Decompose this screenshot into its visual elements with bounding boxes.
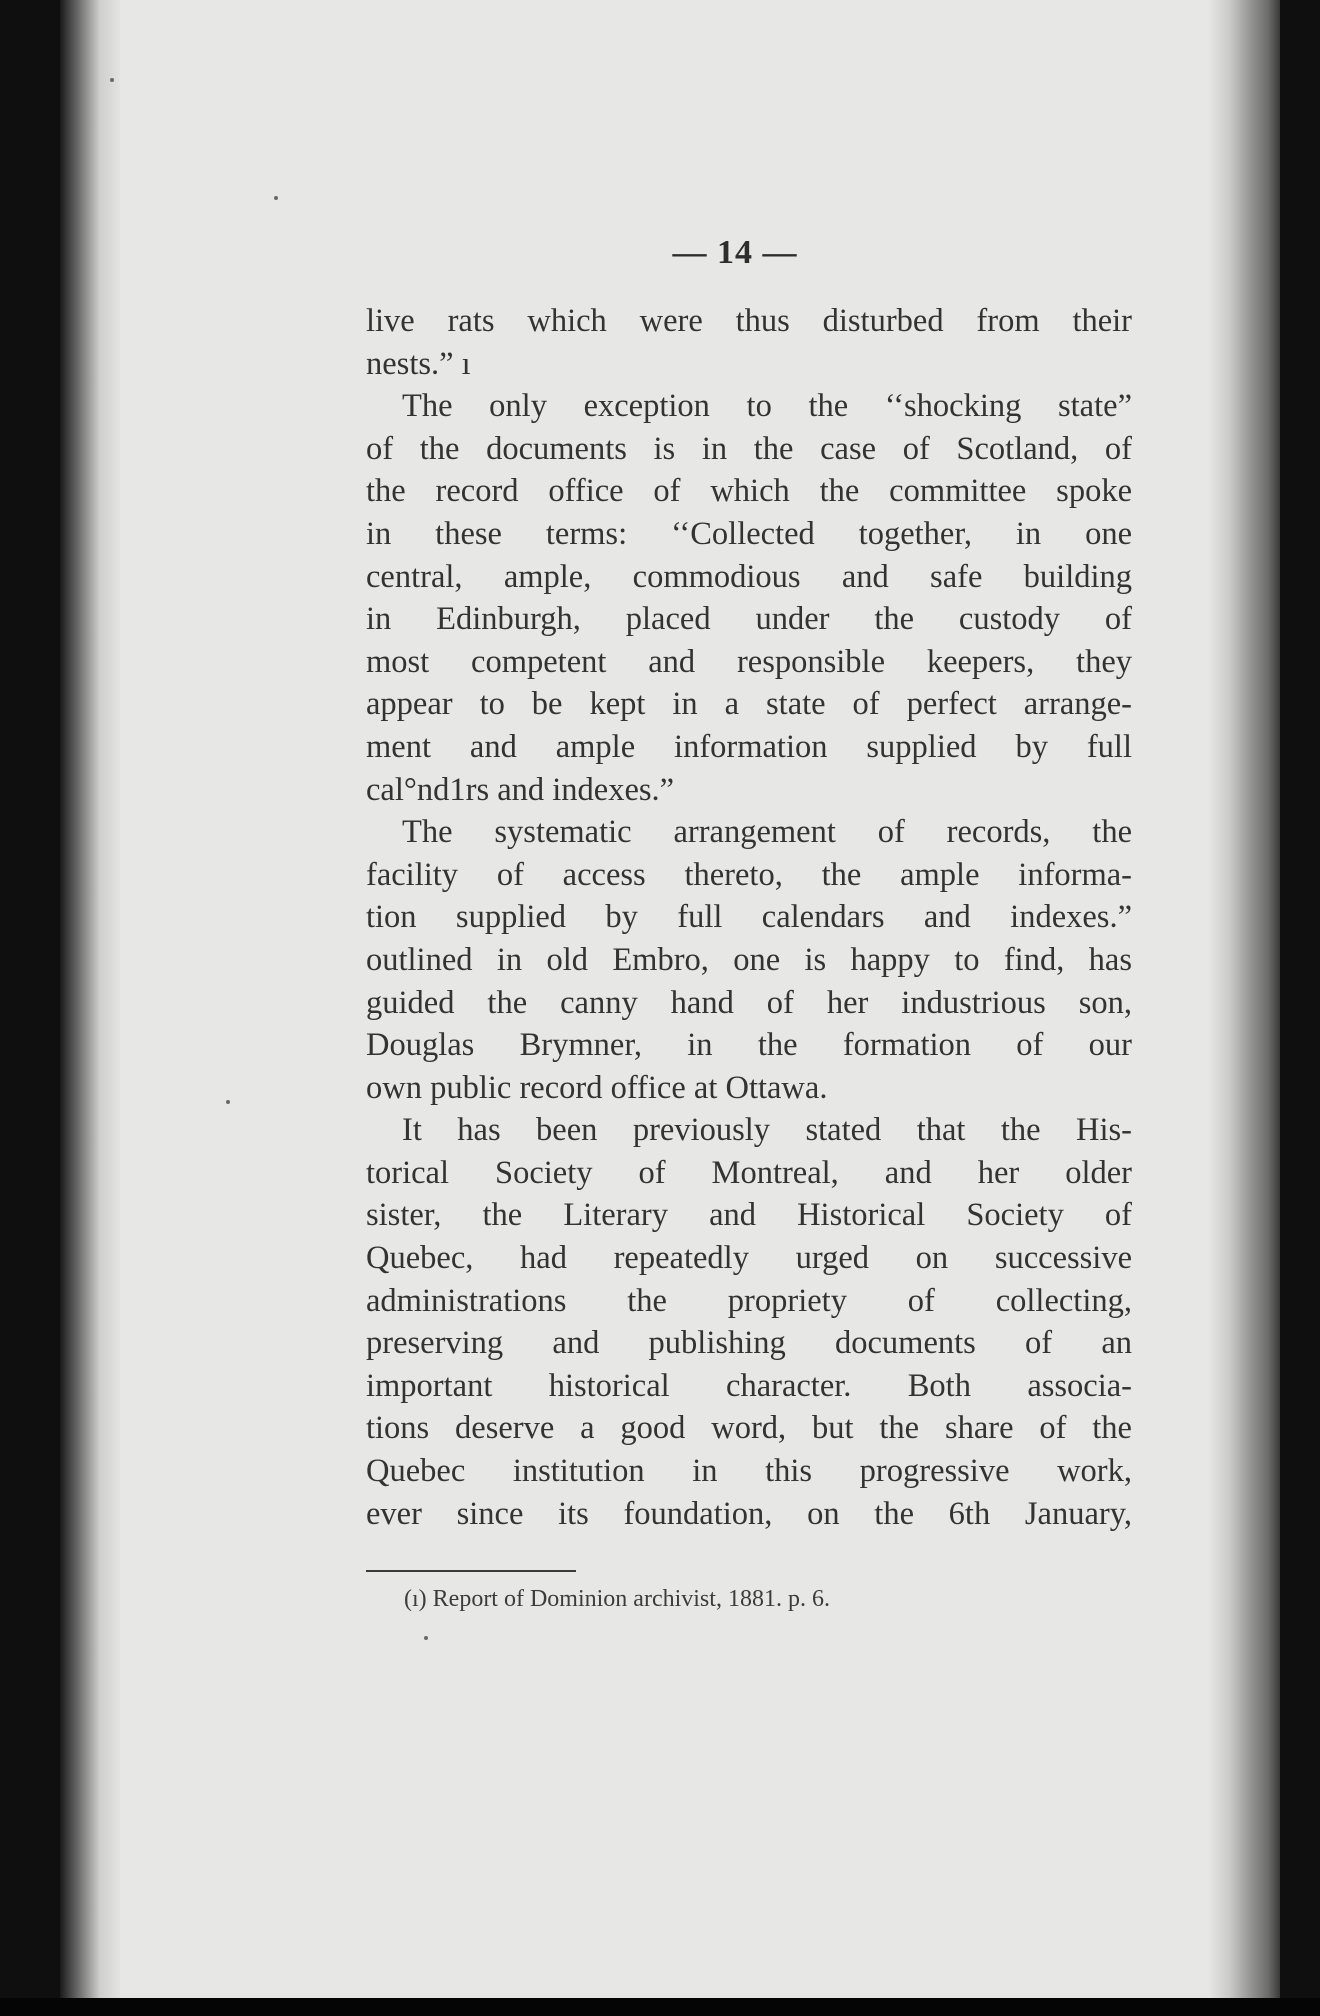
text-line: in these terms: ‘‘Collected together, in one bbox=[366, 515, 1132, 552]
text-line: outlined in old Embro, one is happy to find, has bbox=[366, 941, 1132, 978]
text-line: The only exception to the ‘‘shocking state” bbox=[402, 388, 1132, 425]
text-line: sister, the Literary and Historical Society of bbox=[366, 1197, 1132, 1234]
text-line: guided the canny hand of her industrious son, bbox=[366, 984, 1132, 1021]
footnote-rule bbox=[366, 1570, 576, 1572]
paper-speck bbox=[226, 1100, 230, 1104]
text-line: tion supplied by full calendars and indexes.” bbox=[366, 899, 1132, 936]
text-line: preserving and publishing documents of an bbox=[366, 1325, 1132, 1362]
page-bottom-edge bbox=[0, 1998, 1320, 2016]
text-line: torical Society of Montreal, and her older bbox=[366, 1154, 1132, 1191]
text-line: important historical character. Both associa- bbox=[366, 1367, 1132, 1404]
text-line: Quebec, had repeatedly urged on successive bbox=[366, 1240, 1132, 1277]
text-line: live rats which were thus disturbed from their bbox=[366, 303, 1132, 339]
text-line: of the documents is in the case of Scotland, of bbox=[366, 430, 1132, 467]
text-line: ever since its foundation, on the 6th January, bbox=[366, 1495, 1132, 1532]
text-line: own public record office at Ottawa. bbox=[366, 1069, 828, 1106]
text-line: The systematic arrangement of records, the bbox=[402, 814, 1132, 851]
text-line: Quebec institution in this progressive work, bbox=[366, 1453, 1132, 1490]
paper-speck bbox=[274, 196, 278, 200]
page-right-shadow bbox=[1208, 0, 1280, 1998]
text-line: the record office of which the committee spoke bbox=[366, 473, 1132, 510]
body-text bbox=[366, 300, 1132, 1535]
footnote: (ı) Report of Dominion archivist, 1881. p. 6. bbox=[404, 1586, 830, 1612]
text-line: ment and ample information supplied by full bbox=[366, 728, 1132, 765]
paper-speck bbox=[110, 78, 114, 82]
text-line: cal°nd1rs and indexes.” bbox=[366, 771, 675, 808]
text-line: most competent and responsible keepers, they bbox=[366, 643, 1132, 680]
text-line: It has been previously stated that the His- bbox=[402, 1112, 1132, 1149]
text-line: appear to be kept in a state of perfect arrange- bbox=[366, 686, 1132, 723]
text-line: Douglas Brymner, in the formation of our bbox=[366, 1027, 1132, 1064]
text-line: in Edinburgh, placed under the custody of bbox=[366, 601, 1132, 638]
page-number: — 14 — bbox=[672, 234, 798, 271]
text-line: tions deserve a good word, but the share of the bbox=[366, 1410, 1132, 1447]
text-line: central, ample, commodious and safe building bbox=[366, 558, 1132, 595]
paper-speck bbox=[424, 1636, 428, 1640]
text-line: facility of access thereto, the ample informa- bbox=[366, 856, 1132, 893]
text-line: nests.” ı bbox=[366, 345, 471, 382]
page-binding-edge bbox=[60, 0, 120, 1998]
text-line: administrations the propriety of collecting, bbox=[366, 1282, 1132, 1319]
